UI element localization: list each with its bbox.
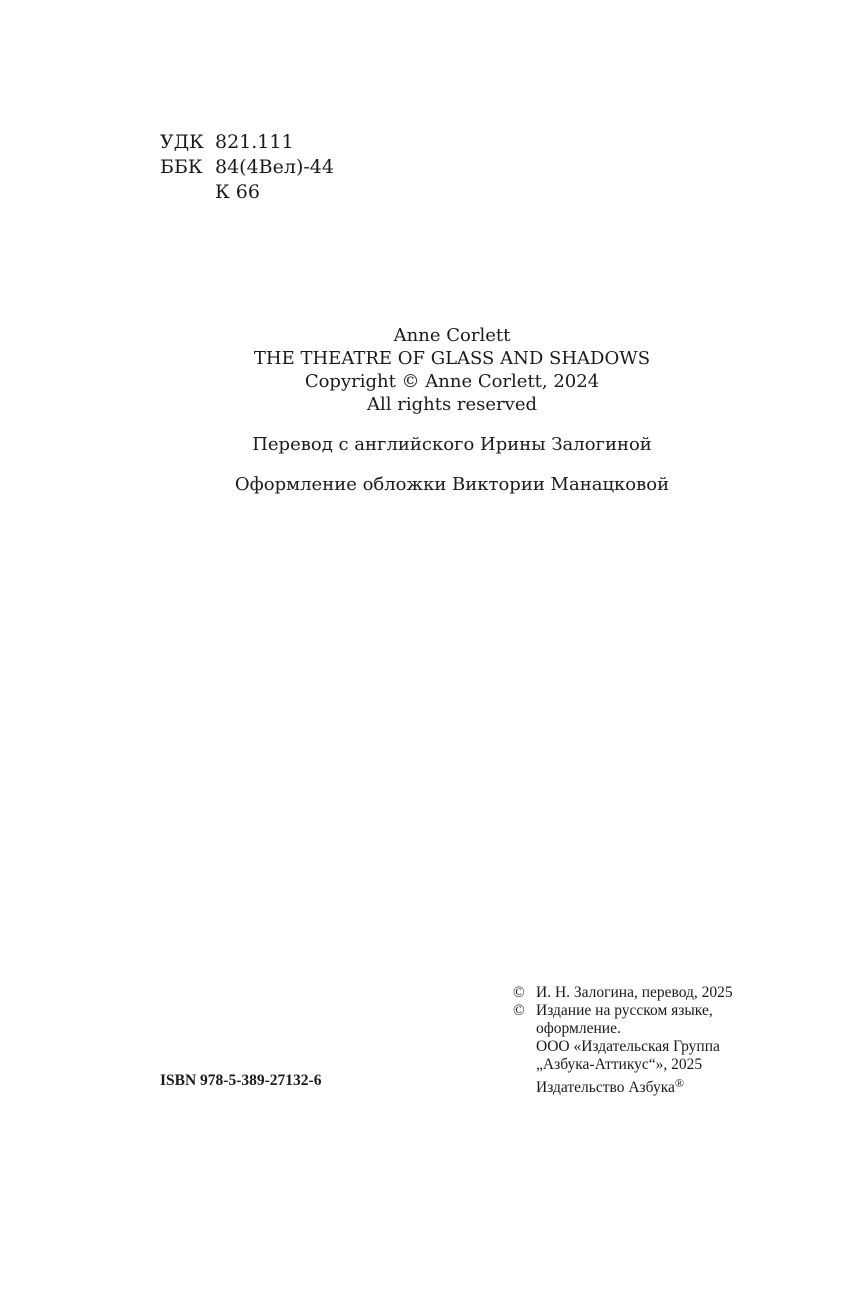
isbn: ISBN 978-5-389-27132-6 bbox=[160, 1072, 322, 1089]
rights-line: All rights reserved bbox=[367, 394, 537, 415]
original-title: THE THEATRE OF GLASS AND SHADOWS bbox=[253, 348, 651, 369]
copyright-line: Copyright © Anne Corlett, 2024 bbox=[304, 371, 600, 392]
edition-copyright bbox=[513, 1002, 733, 1020]
translation-credit: Перевод с английского Ирины Залогиной bbox=[252, 434, 652, 455]
classification-block bbox=[160, 130, 334, 205]
translation-copyright-text: И. Н. Залогина, перевод, 2025 bbox=[536, 984, 733, 1001]
imprint-line bbox=[513, 1074, 733, 1097]
registered-mark: ® bbox=[674, 1076, 685, 1090]
edition-copyright-line1: Издание на русском языке, bbox=[536, 1002, 713, 1019]
bbk-value: 84(4Вел)-44 bbox=[215, 156, 334, 178]
copyright-symbol: © bbox=[513, 1002, 525, 1019]
copyright-symbol: © bbox=[513, 984, 525, 1001]
edition-copyright-line2: оформление. bbox=[536, 1020, 621, 1037]
publisher-line2: „Азбука-Аттикус“», 2025 bbox=[536, 1056, 703, 1073]
original-author: Anne Corlett bbox=[393, 325, 511, 346]
imprint-name: Издательство Азбука bbox=[536, 1079, 675, 1096]
title-credits-block bbox=[0, 324, 856, 496]
bbk-label: ББК bbox=[160, 156, 203, 178]
udk-row bbox=[160, 130, 334, 155]
author-mark-row bbox=[160, 180, 334, 205]
author-mark: К 66 bbox=[215, 181, 260, 203]
translation-copyright bbox=[513, 984, 733, 1002]
copyright-notices bbox=[513, 984, 733, 1097]
udk-value: 821.111 bbox=[215, 131, 294, 153]
cover-design-credit: Оформление обложки Виктории Манацковой bbox=[234, 474, 670, 495]
bbk-row bbox=[160, 155, 334, 180]
publisher-line1: ООО «Издательская Группа bbox=[536, 1038, 720, 1055]
udk-label: УДК bbox=[160, 131, 204, 153]
